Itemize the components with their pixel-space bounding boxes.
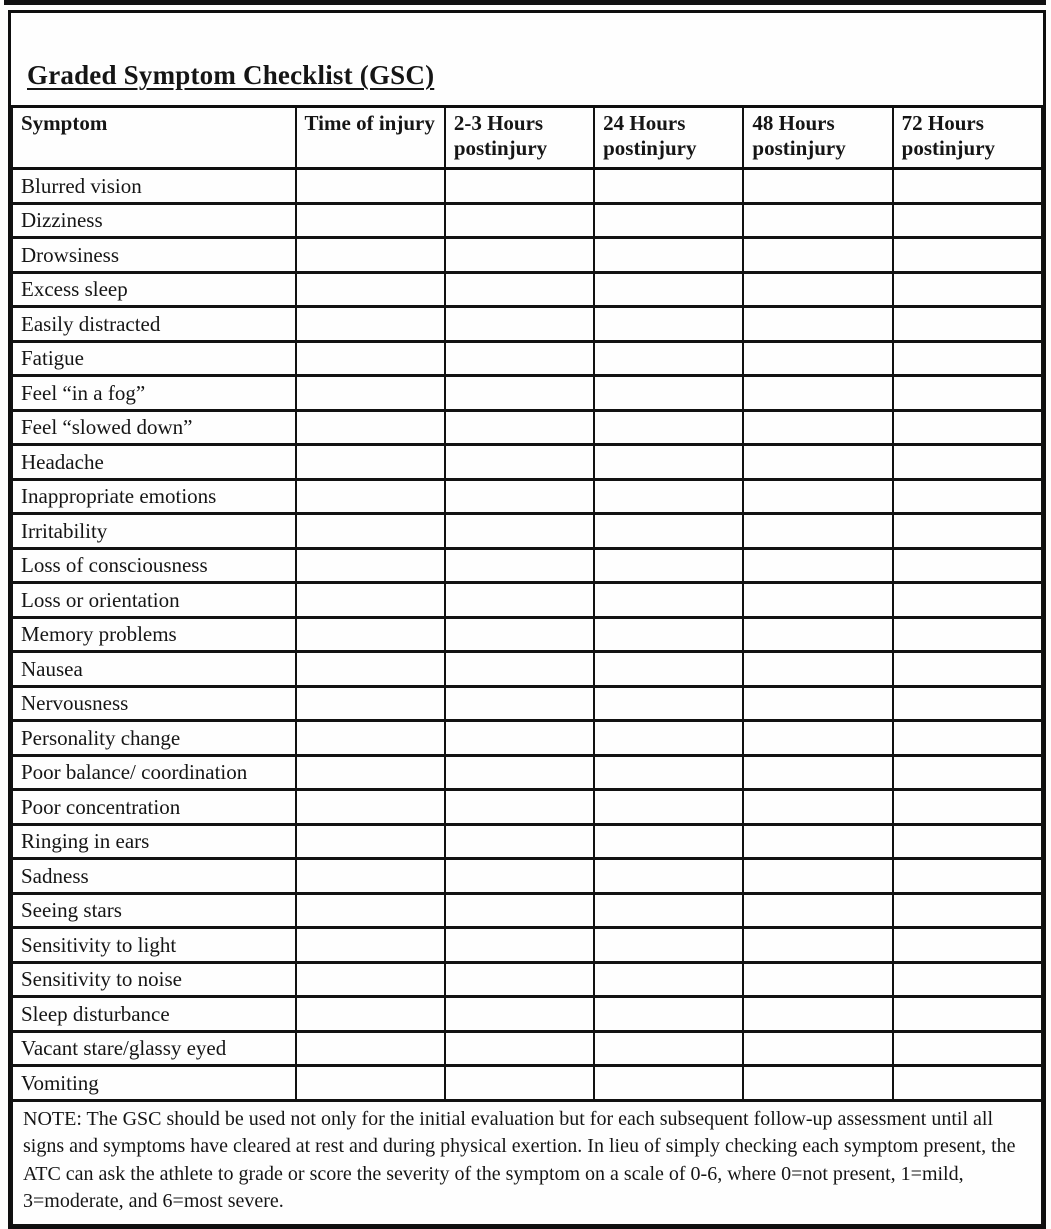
entry-cell <box>743 514 892 549</box>
entry-cell <box>445 790 594 825</box>
entry-cell <box>296 548 445 583</box>
entry-cell <box>594 1066 743 1101</box>
column-header-symptom: Symptom <box>12 107 296 169</box>
entry-cell <box>296 376 445 411</box>
gsc-table <box>11 105 1043 1226</box>
entry-cell <box>445 410 594 445</box>
entry-cell <box>594 238 743 273</box>
gsc-form <box>8 10 1046 1229</box>
symptom-row <box>12 169 1042 204</box>
symptom-label: Vomiting <box>12 1066 296 1101</box>
entry-cell <box>743 169 892 204</box>
table-footer <box>12 1100 1042 1225</box>
entry-cell <box>594 514 743 549</box>
entry-cell <box>594 617 743 652</box>
symptom-row <box>12 479 1042 514</box>
entry-cell <box>893 479 1042 514</box>
entry-cell <box>743 341 892 376</box>
entry-cell <box>743 652 892 687</box>
entry-cell <box>594 997 743 1032</box>
entry-cell <box>594 962 743 997</box>
entry-cell <box>594 203 743 238</box>
entry-cell <box>445 203 594 238</box>
entry-cell <box>296 928 445 963</box>
symptom-row <box>12 686 1042 721</box>
entry-cell <box>893 169 1042 204</box>
symptom-label: Personality change <box>12 721 296 756</box>
symptom-row <box>12 341 1042 376</box>
symptom-label: Feel “slowed down” <box>12 410 296 445</box>
entry-cell <box>893 445 1042 480</box>
symptom-label: Ringing in ears <box>12 824 296 859</box>
symptom-row <box>12 997 1042 1032</box>
entry-cell <box>445 686 594 721</box>
entry-cell <box>594 307 743 342</box>
entry-cell <box>743 272 892 307</box>
entry-cell <box>296 962 445 997</box>
symptom-row <box>12 583 1042 618</box>
entry-cell <box>296 893 445 928</box>
entry-cell <box>594 790 743 825</box>
entry-cell <box>594 445 743 480</box>
entry-cell <box>296 755 445 790</box>
entry-cell <box>445 307 594 342</box>
symptom-row <box>12 410 1042 445</box>
entry-cell <box>445 479 594 514</box>
entry-cell <box>893 928 1042 963</box>
entry-cell <box>743 893 892 928</box>
entry-cell <box>743 859 892 894</box>
entry-cell <box>743 376 892 411</box>
entry-cell <box>296 514 445 549</box>
entry-cell <box>296 272 445 307</box>
symptom-rows <box>12 169 1042 1101</box>
entry-cell <box>893 514 1042 549</box>
entry-cell <box>594 1031 743 1066</box>
entry-cell <box>743 686 892 721</box>
entry-cell <box>296 583 445 618</box>
entry-cell <box>296 997 445 1032</box>
entry-cell <box>743 755 892 790</box>
symptom-label: Seeing stars <box>12 893 296 928</box>
entry-cell <box>445 272 594 307</box>
symptom-row <box>12 755 1042 790</box>
entry-cell <box>445 238 594 273</box>
entry-cell <box>893 410 1042 445</box>
entry-cell <box>445 583 594 618</box>
column-header-2-3-hours: 2-3 Hours postinjury <box>445 107 594 169</box>
entry-cell <box>743 445 892 480</box>
symptom-row <box>12 1031 1042 1066</box>
symptom-row <box>12 790 1042 825</box>
symptom-label: Poor concentration <box>12 790 296 825</box>
entry-cell <box>594 341 743 376</box>
entry-cell <box>445 652 594 687</box>
note-text: NOTE: The GSC should be used not only for the initial evaluation but for each subsequent follow-up assessment until all signs and symptoms have cleared at rest and during physical exertion. In lieu of simply checking each symptom present, the ATC can ask the athlete to grade or score the severity of the symptom on a scale of 0-6, where 0=not present, 1=mild, 3=moderate, and 6=most severe. <box>12 1100 1042 1225</box>
entry-cell <box>743 307 892 342</box>
entry-cell <box>296 341 445 376</box>
symptom-label: Loss of consciousness <box>12 548 296 583</box>
header-row <box>12 107 1042 169</box>
entry-cell <box>893 548 1042 583</box>
entry-cell <box>893 341 1042 376</box>
entry-cell <box>893 859 1042 894</box>
entry-cell <box>743 962 892 997</box>
symptom-label: Nervousness <box>12 686 296 721</box>
entry-cell <box>893 893 1042 928</box>
entry-cell <box>893 962 1042 997</box>
entry-cell <box>594 721 743 756</box>
entry-cell <box>743 238 892 273</box>
entry-cell <box>893 652 1042 687</box>
symptom-row <box>12 548 1042 583</box>
entry-cell <box>893 1031 1042 1066</box>
entry-cell <box>743 203 892 238</box>
entry-cell <box>743 928 892 963</box>
symptom-label: Dizziness <box>12 203 296 238</box>
entry-cell <box>296 617 445 652</box>
entry-cell <box>594 410 743 445</box>
entry-cell <box>296 652 445 687</box>
entry-cell <box>743 548 892 583</box>
symptom-label: Sensitivity to noise <box>12 962 296 997</box>
symptom-row <box>12 272 1042 307</box>
entry-cell <box>743 790 892 825</box>
entry-cell <box>445 928 594 963</box>
entry-cell <box>445 721 594 756</box>
symptom-row <box>12 928 1042 963</box>
entry-cell <box>445 341 594 376</box>
symptom-label: Drowsiness <box>12 238 296 273</box>
entry-cell <box>296 686 445 721</box>
entry-cell <box>296 479 445 514</box>
entry-cell <box>594 686 743 721</box>
symptom-label: Memory problems <box>12 617 296 652</box>
entry-cell <box>594 824 743 859</box>
symptom-label: Vacant stare/glassy eyed <box>12 1031 296 1066</box>
entry-cell <box>296 1031 445 1066</box>
entry-cell <box>296 824 445 859</box>
entry-cell <box>296 203 445 238</box>
entry-cell <box>893 376 1042 411</box>
entry-cell <box>594 272 743 307</box>
entry-cell <box>296 169 445 204</box>
entry-cell <box>893 617 1042 652</box>
entry-cell <box>296 307 445 342</box>
entry-cell <box>445 617 594 652</box>
entry-cell <box>743 617 892 652</box>
entry-cell <box>743 479 892 514</box>
entry-cell <box>445 376 594 411</box>
entry-cell <box>296 410 445 445</box>
entry-cell <box>296 1066 445 1101</box>
entry-cell <box>893 755 1042 790</box>
symptom-label: Fatigue <box>12 341 296 376</box>
symptom-row <box>12 203 1042 238</box>
entry-cell <box>445 962 594 997</box>
entry-cell <box>743 721 892 756</box>
symptom-row <box>12 824 1042 859</box>
entry-cell <box>445 514 594 549</box>
entry-cell <box>743 1031 892 1066</box>
entry-cell <box>594 479 743 514</box>
symptom-label: Blurred vision <box>12 169 296 204</box>
symptom-label: Nausea <box>12 652 296 687</box>
entry-cell <box>743 1066 892 1101</box>
entry-cell <box>296 238 445 273</box>
entry-cell <box>594 652 743 687</box>
symptom-label: Loss or orientation <box>12 583 296 618</box>
column-header-48-hours: 48 Hours postinjury <box>743 107 892 169</box>
symptom-row <box>12 1066 1042 1101</box>
entry-cell <box>743 410 892 445</box>
symptom-row <box>12 859 1042 894</box>
entry-cell <box>445 1066 594 1101</box>
entry-cell <box>893 583 1042 618</box>
table-header <box>12 107 1042 169</box>
entry-cell <box>445 445 594 480</box>
symptom-label: Poor balance/ coordination <box>12 755 296 790</box>
symptom-label: Headache <box>12 445 296 480</box>
entry-cell <box>893 824 1042 859</box>
column-header-24-hours: 24 Hours postinjury <box>594 107 743 169</box>
entry-cell <box>743 824 892 859</box>
symptom-row <box>12 307 1042 342</box>
entry-cell <box>445 893 594 928</box>
symptom-label: Inappropriate emotions <box>12 479 296 514</box>
entry-cell <box>893 307 1042 342</box>
column-header-72-hours: 72 Hours postinjury <box>893 107 1042 169</box>
page-title: Graded Symptom Checklist (GSC) <box>27 60 435 90</box>
symptom-row <box>12 652 1042 687</box>
entry-cell <box>893 721 1042 756</box>
symptom-row <box>12 962 1042 997</box>
symptom-row <box>12 238 1042 273</box>
entry-cell <box>445 824 594 859</box>
entry-cell <box>445 997 594 1032</box>
symptom-row <box>12 721 1042 756</box>
symptom-label: Sleep disturbance <box>12 997 296 1032</box>
entry-cell <box>445 755 594 790</box>
entry-cell <box>445 1031 594 1066</box>
entry-cell <box>893 790 1042 825</box>
symptom-row <box>12 617 1042 652</box>
symptom-row <box>12 445 1042 480</box>
entry-cell <box>893 997 1042 1032</box>
symptom-label: Irritability <box>12 514 296 549</box>
symptom-label: Easily distracted <box>12 307 296 342</box>
symptom-label: Sensitivity to light <box>12 928 296 963</box>
entry-cell <box>893 203 1042 238</box>
symptom-label: Excess sleep <box>12 272 296 307</box>
symptom-row <box>12 376 1042 411</box>
symptom-label: Sadness <box>12 859 296 894</box>
entry-cell <box>893 1066 1042 1101</box>
entry-cell <box>594 755 743 790</box>
entry-cell <box>594 583 743 618</box>
entry-cell <box>296 721 445 756</box>
symptom-row <box>12 514 1042 549</box>
entry-cell <box>594 548 743 583</box>
column-header-time-of-injury: Time of injury <box>296 107 445 169</box>
entry-cell <box>445 169 594 204</box>
entry-cell <box>594 859 743 894</box>
title-block <box>11 13 1043 105</box>
entry-cell <box>893 238 1042 273</box>
entry-cell <box>296 445 445 480</box>
entry-cell <box>594 928 743 963</box>
entry-cell <box>594 893 743 928</box>
entry-cell <box>743 997 892 1032</box>
entry-cell <box>296 790 445 825</box>
entry-cell <box>743 583 892 618</box>
entry-cell <box>893 272 1042 307</box>
entry-cell <box>893 686 1042 721</box>
entry-cell <box>296 859 445 894</box>
entry-cell <box>445 859 594 894</box>
entry-cell <box>445 548 594 583</box>
scan-edge-artifact <box>4 0 1046 5</box>
symptom-label: Feel “in a fog” <box>12 376 296 411</box>
note-row <box>12 1100 1042 1225</box>
symptom-row <box>12 893 1042 928</box>
entry-cell <box>594 169 743 204</box>
entry-cell <box>594 376 743 411</box>
